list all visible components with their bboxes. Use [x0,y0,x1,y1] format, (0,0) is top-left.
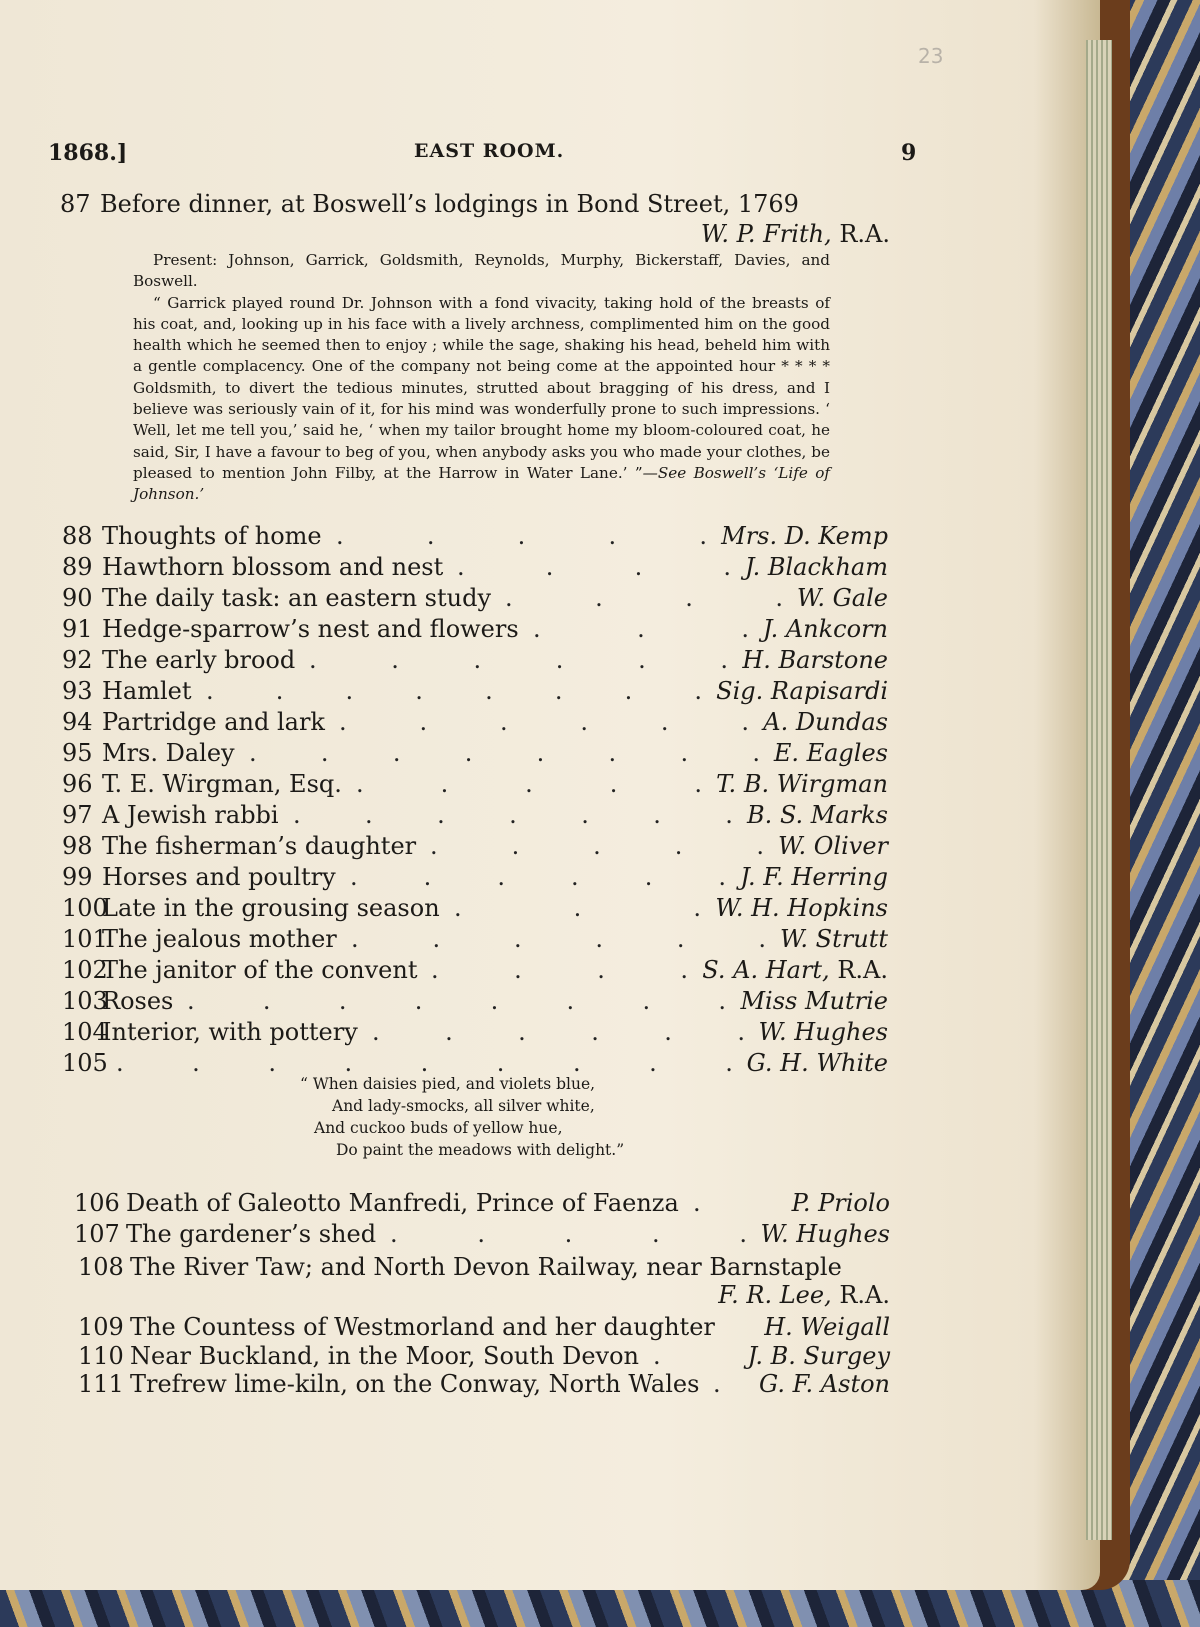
entry-number: 106 [74,1189,120,1217]
leader-dots: . . . . . [390,1220,747,1248]
entry-title: Late in the grousing season [102,894,440,922]
catalogue-entry [62,584,888,614]
page-edges [1086,40,1112,1540]
entry-artist: W. Oliver [778,832,888,860]
entry-artist: G. H. White [746,1049,888,1077]
entry-number: 103 [62,987,108,1015]
catalogue-entry [62,770,888,800]
entry-87-description [133,250,830,506]
leader-dots: . . . . . . . . [249,739,760,767]
catalogue-entry [62,987,888,1017]
entry-number: 98 [62,832,93,860]
entry-title: The Countess of Westmorland and her daughter [130,1313,715,1341]
leader-dots: . [693,1189,701,1217]
catalogue-entry [78,1370,890,1400]
entry-number: 90 [62,584,93,612]
running-head-year: 1868.] [48,140,128,166]
catalogue-entry [62,894,888,924]
entry-title: Hedge-sparrow’s nest and flowers [102,615,519,643]
entry-number: 87 [60,190,91,218]
entry-title: A Jewish rabbi [102,801,279,829]
page-number: 9 [901,140,917,166]
leader-dots: . . . . . . . . [187,987,726,1015]
catalogue-entry [62,956,888,986]
leader-dots: . . . . . . . . [206,677,702,705]
entry-title: Near Buckland, in the Moor, South Devon [130,1341,640,1370]
entry-artist: W. Gale [796,584,888,612]
entry-number: 92 [62,646,93,674]
entry-number: 108 [78,1253,124,1281]
entry-number: 102 [62,956,108,984]
leader-dots: . . . . . [356,770,702,798]
marbled-endpaper-right [1120,0,1200,1627]
entry-title: Death of Galeotto Manfredi, Prince of Faenza [126,1189,679,1217]
leader-dots: . . . . . . [309,646,728,674]
catalogue-entry [74,1189,890,1219]
leader-dots: . . . . . . [339,708,749,736]
entry-number: 89 [62,553,93,581]
entry-artist: Mrs. D. Kemp [721,522,888,550]
entry-number: 107 [74,1220,120,1248]
entry-artist: E. Eagles [773,739,888,767]
verse-line: And lady-smocks, all silver white, [332,1097,595,1115]
catalogue-entry [78,1342,890,1372]
entry-artist: H. Barstone [742,646,888,674]
entry-title: The early brood [102,646,296,674]
catalogue-entry [74,1220,890,1250]
entry-number: 100 [62,894,108,922]
entry-artist: F. R. Lee, R.A. [718,1281,890,1309]
leader-dots: . . . . . [430,832,764,860]
entry-title: Trefrew lime-kiln, on the Conway, North Wales [130,1370,700,1398]
entry-artist: W. Hughes [760,1220,890,1248]
entry-title: The daily task: an eastern study [102,584,492,612]
entry-artist: B. S. Marks [747,801,888,829]
entry-108-artist-line [78,1281,890,1311]
entry-number: 101 [62,925,108,953]
running-head-room: EAST ROOM. [414,140,565,162]
entry-artist: W. P. Frith, R.A. [700,220,890,248]
entry-number: 94 [62,708,93,736]
catalogue-entry [62,522,888,552]
entry-number: 104 [62,1018,108,1046]
entry-artist: Sig. Rapisardi [716,677,888,705]
leader-dots: . [653,1341,661,1370]
entry-artist: Miss Mutrie [740,987,888,1015]
entry-number: 93 [62,677,93,705]
entry-number: 110 [78,1341,124,1370]
entry-artist: W. H. Hopkins [715,894,888,922]
entry-number: 96 [62,770,93,798]
entry-title: The jealous mother [102,925,337,953]
catalogue-entry [62,553,888,583]
leader-dots: . . . . [431,956,688,984]
pencil-page-note: 23 [918,44,944,68]
leader-dots: . . . [533,615,749,643]
leader-dots: . . . . . . [351,925,766,953]
leader-dots: . . . . . . [372,1018,745,1046]
entry-number: 109 [78,1313,124,1341]
entry-title: Before dinner, at Boswell’s lodgings in Bond Street, 1769 [100,190,799,218]
entry-title: The River Taw; and North Devon Railway, near Barnstaple [130,1253,842,1281]
catalogue-entry [62,1018,888,1048]
present-list: Present: Johnson, Garrick, Goldsmith, Reynolds, Murphy, Bickerstaff, Davies, and Boswell. [133,251,830,291]
catalogue-entry [62,708,888,738]
entry-title: Partridge and lark [102,708,325,736]
entry-number: 95 [62,739,93,767]
verse-line: And cuckoo buds of yellow hue, [314,1119,563,1137]
leader-dots: . . . . . . . . . [116,1049,733,1077]
catalogue-entry [78,1313,890,1343]
catalogue-entry [62,925,888,955]
leader-dots: . . . . . [336,522,707,550]
entry-artist: W. Strutt [779,925,888,953]
entry-artist: T. B. Wirgman [716,770,888,798]
entry-title: Hamlet [102,677,192,705]
entry-artist: J. F. Herring [740,863,888,891]
entry-number: 105 [62,1049,108,1077]
entry-title: Interior, with pottery [102,1018,358,1046]
leader-dots: . . . . [457,553,731,581]
catalogue-entry [62,801,888,831]
entry-title: T. E. Wirgman, Esq. [102,770,342,798]
entry-artist: P. Priolo [791,1189,890,1217]
entry-number: 91 [62,615,93,643]
leader-dots: . . . [454,894,701,922]
entry-title: Roses [102,987,174,1015]
entry-artist: S. A. Hart, R.A. [702,956,888,984]
entry-title: The janitor of the convent [102,956,418,984]
entry-87-artist-line [60,220,890,250]
entry-title: Mrs. Daley [102,739,235,767]
entry-artist: J. B. Surgey [747,1341,890,1370]
entry-artist: J. Blackham [744,553,888,581]
entry-artist: W. Hughes [758,1018,888,1046]
entry-number: 97 [62,801,93,829]
verse-line: “ When daisies pied, and violets blue, [300,1075,596,1093]
verse-105 [300,1073,624,1161]
catalogue-entry [62,739,888,769]
verse-line: Do paint the meadows with delight.” [336,1141,625,1159]
catalogue-entry [62,863,888,893]
entry-number: 111 [78,1370,124,1398]
entry-title: Hawthorn blossom and nest [102,553,444,581]
entry-artist: G. F. Aston [759,1370,890,1398]
leader-dots: . . . . . . . [293,801,733,829]
entry-title: The gardener’s shed [126,1220,377,1248]
catalogue-entry [62,615,888,645]
catalogue-entry [62,677,888,707]
leader-dots: . . . . [505,584,783,612]
entry-artist: A. Dundas [763,708,888,736]
entry-title: The fisherman’s daughter [102,832,417,860]
boswell-quote: “ Garrick played round Dr. Johnson with a fond vivacity, taking hold of the breasts of his coat, and, looking up in his face with a lively archness, complimented him on the good health which he seemed then to enjoy ; while the sage, shaking his head, beheld him with a gentle complacency. One of the company not being come at the appointed hour * * * * Goldsmith, to divert the tedious minutes, strutted about bragging of his dress, and I believe was seriously vain of it, for his mind was wonderfully prone to such impressions. ‘ Well, let me tell you,’ said he, ‘ when my tailor brought home my bloom-coloured coat, he said, Sir, I have a favour to beg of you, when anybody asks you who made your clothes, be pleased to mention John Filby, at the Harrow in Water Lane.’ ”—See Boswell’s ‘Life of Johnson.’ [133,293,830,504]
entry-number: 99 [62,863,93,891]
entry-title: Horses and poultry [102,863,336,891]
entry-artist: J. Ankcorn [762,615,888,643]
entry-number: 88 [62,522,93,550]
catalogue-entry [62,832,888,862]
catalogue-entry [62,646,888,676]
entry-title: Thoughts of home [102,522,322,550]
leader-dots: . [713,1370,721,1398]
leader-dots: . . . . . . [350,863,726,891]
entry-artist: H. Weigall [764,1313,890,1341]
